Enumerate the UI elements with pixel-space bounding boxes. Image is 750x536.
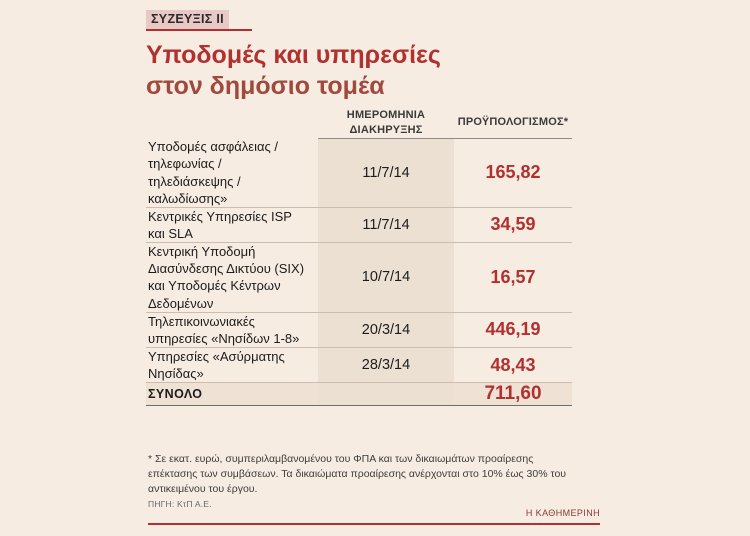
- row-value: 446,19: [454, 312, 572, 347]
- table-header-row: [146, 108, 572, 138]
- footnote: * Σε εκατ. ευρώ, συμπεριλαμβανομένου του ΦΠΑ και των δικαιωμάτων προαίρεσης επέκτασης των συμβάσεων. Τα δικαιώματα προαίρεσης ανέρχονται στο 10% έως 30% του αντικειμένου του έργου.: [148, 453, 567, 496]
- row-value: 48,43: [454, 348, 572, 383]
- row-label: Υπηρεσίες «Ασύρματης Νησίδας»: [146, 348, 318, 383]
- table-total-row: [146, 383, 572, 406]
- total-value: 711,60: [454, 383, 572, 406]
- table-row: [146, 348, 572, 383]
- row-label: Υποδομές ασφάλειας / τηλεφωνίας / τηλεδιάσκεψης / καλωδίωσης»: [146, 138, 318, 207]
- kicker-label: ΣΥΖΕΥΞΙΣ ΙΙ: [146, 10, 229, 29]
- total-date: [318, 383, 454, 406]
- column-header-budget: [454, 108, 572, 138]
- data-table: [146, 108, 572, 406]
- column-header-budget-line1: ΠΡΟΫΠΟΛΟΓΙΣΜΟΣ*: [457, 116, 569, 129]
- title-line-1: Υποδομές και υπηρεσίες: [146, 41, 441, 69]
- page-title: [146, 40, 606, 101]
- row-label: Κεντρικές Υπηρεσίες ISP και SLA: [146, 207, 318, 242]
- row-value: 34,59: [454, 207, 572, 242]
- row-date: 11/7/14: [318, 138, 454, 207]
- brand-label: Η ΚΑΘΗΜΕΡΙΝΗ: [525, 508, 600, 518]
- row-value: 165,82: [454, 138, 572, 207]
- column-header-date: [318, 108, 454, 138]
- column-header-date-line2: ΔΙΑΚΗΡΥΞΗΣ: [349, 123, 423, 136]
- kicker-underline: [146, 29, 252, 31]
- row-date: 10/7/14: [318, 243, 454, 313]
- table-row: [146, 243, 572, 313]
- table-row: [146, 312, 572, 347]
- table-row: [146, 138, 572, 207]
- table-row: [146, 207, 572, 242]
- row-date: 11/7/14: [318, 207, 454, 242]
- row-label: Τηλεπικοινωνιακές υπηρεσίες «Νησίδων 1-8»: [146, 312, 318, 347]
- row-value: 16,57: [454, 243, 572, 313]
- row-date: 20/3/14: [318, 312, 454, 347]
- column-header-date-line1: ΗΜΕΡΟΜΗΝΙΑ: [346, 109, 426, 121]
- row-date: 28/3/14: [318, 348, 454, 383]
- source-label: ΠΗΓΗ: ΚτΠ Α.Ε.: [148, 499, 212, 509]
- row-label: Κεντρική Υποδομή Διασύνδεσης Δικτύου (SIX) και Υποδομές Κέντρων Δεδομένων: [146, 243, 318, 313]
- infographic-content: [140, 0, 610, 536]
- total-label: ΣΥΝΟΛΟ: [146, 383, 318, 406]
- bottom-divider: [148, 523, 600, 525]
- title-line-2: στον δημόσιο τομέα: [146, 71, 385, 100]
- column-header-blank: [146, 108, 318, 138]
